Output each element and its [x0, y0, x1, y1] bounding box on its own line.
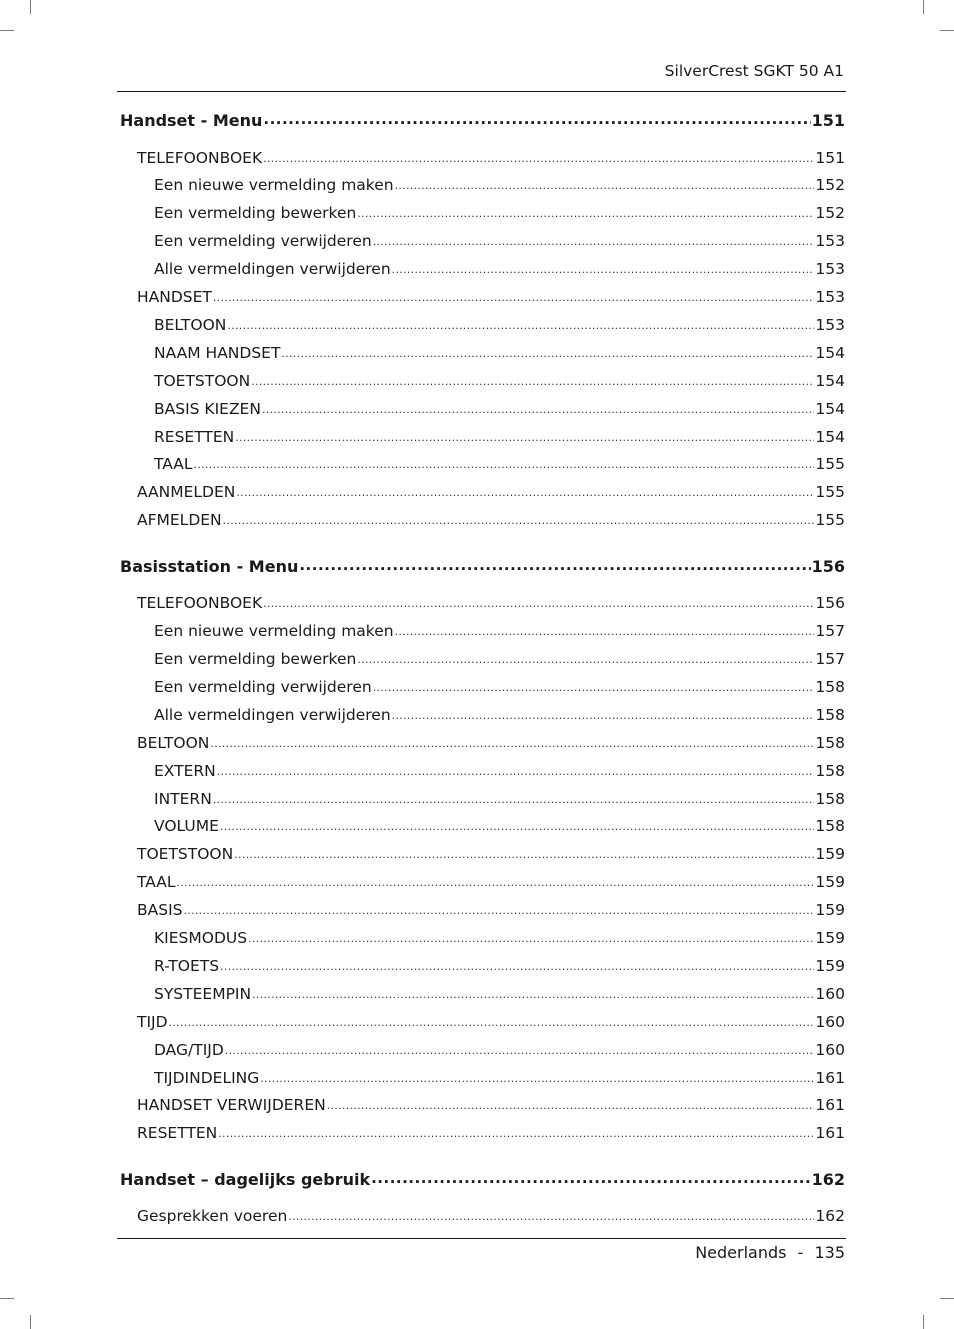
toc-entry-page: 158 — [815, 789, 845, 808]
toc-entry-label: TELEFOONBOEK — [137, 148, 263, 167]
toc-dot-leader — [281, 342, 814, 358]
toc-entry-page: 158 — [815, 761, 845, 780]
crop-mark — [0, 30, 14, 31]
toc-dot-leader — [263, 110, 810, 126]
toc-dot-leader — [288, 1206, 814, 1222]
toc-entry-page: 158 — [815, 705, 845, 724]
toc-dot-leader — [392, 704, 815, 720]
toc-entry[interactable] — [120, 760, 845, 782]
toc-dot-leader — [217, 760, 815, 776]
toc-entry-label: Een nieuwe vermelding maken — [154, 176, 394, 195]
toc-dot-leader — [210, 732, 814, 748]
toc-entry-page: 155 — [815, 511, 845, 530]
toc-entry-label: Alle vermeldingen verwijderen — [154, 260, 391, 279]
toc-dot-leader — [395, 621, 815, 637]
toc-entry[interactable] — [120, 342, 845, 364]
toc-entry[interactable] — [120, 147, 845, 169]
toc-entry-label: NAAM HANDSET — [154, 343, 281, 362]
toc-entry-page: 161 — [815, 1124, 845, 1143]
toc-entry-page: 160 — [815, 984, 845, 1003]
toc-entry[interactable] — [120, 287, 845, 309]
toc-entry[interactable] — [120, 593, 845, 615]
crop-mark — [940, 30, 954, 31]
toc-entry[interactable] — [120, 314, 845, 336]
toc-dot-leader — [234, 844, 814, 860]
toc-dot-leader — [220, 816, 815, 832]
toc-entry-label: RESETTEN — [154, 427, 235, 446]
toc-entry-page: 162 — [811, 1169, 845, 1189]
toc-entry-label: TOETSTOON — [137, 845, 234, 864]
toc-entry-label: INTERN — [154, 789, 212, 808]
toc-entry-page: 152 — [815, 204, 845, 223]
toc-entry[interactable] — [120, 482, 845, 504]
toc-entry[interactable] — [120, 454, 845, 476]
toc-entry-page: 159 — [815, 929, 845, 947]
toc-entry-page: 158 — [815, 677, 845, 696]
toc-entry[interactable] — [120, 1095, 845, 1117]
toc-entry[interactable] — [120, 398, 845, 420]
toc-entry-label: AANMELDEN — [137, 483, 236, 502]
toc-dot-leader — [225, 1039, 815, 1055]
toc-entry[interactable] — [120, 175, 845, 197]
toc-entry-label: Een vermelding verwijderen — [154, 232, 372, 251]
toc-dot-leader — [262, 398, 814, 414]
toc-entry-page: 159 — [815, 901, 845, 920]
toc-entry-label: Een vermelding bewerken — [154, 650, 357, 668]
toc-entry-page: 154 — [815, 343, 845, 362]
toc-entry-page: 154 — [815, 371, 845, 390]
toc-entry-label: AFMELDEN — [137, 511, 222, 530]
toc-dot-leader — [227, 314, 814, 330]
toc-dot-leader — [327, 1095, 815, 1111]
toc-entry[interactable] — [120, 203, 845, 225]
toc-dot-leader — [357, 203, 814, 219]
toc-entry-page: 162 — [815, 1207, 845, 1226]
toc-entry-page: 159 — [815, 845, 845, 864]
crop-mark — [923, 1315, 924, 1329]
toc-entry-page: 151 — [815, 148, 845, 167]
toc-dot-leader — [223, 510, 815, 526]
toc-entry-label: Handset - Menu — [120, 111, 263, 130]
toc-dot-leader — [218, 1123, 814, 1139]
toc-entry[interactable] — [120, 900, 845, 922]
toc-entry[interactable] — [120, 928, 845, 950]
toc-section-entry[interactable] — [120, 110, 845, 132]
running-header: SilverCrest SGKT 50 A1 — [664, 62, 844, 80]
toc-entry-label: TAAL — [154, 455, 193, 474]
toc-dot-leader — [248, 928, 814, 944]
toc-entry-page: 154 — [815, 427, 845, 446]
toc-entry-label: Gesprekken voeren — [137, 1207, 288, 1226]
crop-mark — [30, 1315, 31, 1329]
toc-entry-page: 155 — [815, 455, 845, 474]
toc-entry-label: KIESMODUS — [154, 929, 248, 947]
toc-entry-page: 161 — [815, 1096, 845, 1115]
page-footer — [695, 1243, 845, 1262]
toc-dot-leader — [395, 175, 815, 191]
toc-entry-label: Handset – dagelijks gebruik — [120, 1169, 371, 1189]
toc-entry-label: DAG/TIJD — [154, 1040, 224, 1059]
toc-dot-leader — [194, 454, 815, 470]
toc-entry-label: HANDSET VERWIJDEREN — [137, 1096, 326, 1115]
toc-entry-page: 160 — [815, 1012, 845, 1031]
crop-mark — [940, 1298, 954, 1299]
toc-entry-label: TIJDINDELING — [154, 1068, 260, 1087]
toc-section-entry[interactable] — [120, 1169, 845, 1191]
toc-entry[interactable] — [120, 983, 845, 1005]
toc-entry[interactable] — [120, 426, 845, 448]
footer-separator: - — [797, 1243, 804, 1262]
toc-dot-leader — [392, 259, 815, 275]
footer-language: Nederlands — [695, 1243, 787, 1262]
toc-entry-page: 161 — [815, 1068, 845, 1087]
toc-entry-page: 153 — [815, 315, 845, 334]
toc-entry-label: BELTOON — [154, 315, 227, 334]
toc-dot-leader — [251, 370, 814, 386]
toc-entry-label: SYSTEEMPIN — [154, 984, 252, 1003]
toc-entry-page: 154 — [815, 399, 845, 418]
toc-dot-leader — [235, 426, 814, 442]
toc-dot-leader — [263, 147, 814, 163]
toc-entry[interactable] — [120, 510, 845, 532]
toc-dot-leader — [260, 1067, 814, 1083]
toc-dot-leader — [357, 649, 814, 665]
toc-entry[interactable] — [120, 231, 845, 253]
toc-entry[interactable] — [120, 1206, 845, 1228]
toc-entry[interactable] — [120, 259, 845, 281]
toc-entry-label: BASIS — [137, 901, 183, 920]
toc-entry[interactable] — [120, 816, 845, 838]
toc-entry[interactable] — [120, 872, 845, 894]
crop-mark — [923, 0, 924, 14]
toc-entry-label: VOLUME — [154, 817, 219, 836]
toc-entry-page: 153 — [815, 232, 845, 251]
toc-dot-leader — [236, 482, 814, 498]
toc-entry-label: HANDSET — [137, 288, 212, 306]
footer-rule — [117, 1238, 846, 1239]
toc-entry-label: TAAL — [137, 873, 176, 892]
crop-mark — [0, 1298, 14, 1299]
toc-entry-label: Basisstation - Menu — [120, 556, 299, 576]
toc-entry-label: Een nieuwe vermelding maken — [154, 622, 394, 641]
toc-entry[interactable] — [120, 955, 845, 977]
toc-entry-label: Alle vermeldingen verwijderen — [154, 705, 391, 724]
toc-entry-page: 153 — [815, 288, 845, 306]
toc-entry-page: 160 — [815, 1040, 845, 1059]
toc-entry-label: TELEFOONBOEK — [137, 594, 263, 613]
toc-entry-label: R-TOETS — [154, 956, 220, 975]
toc-entry-page: 159 — [815, 956, 845, 975]
toc-entry[interactable] — [120, 704, 845, 726]
toc-entry[interactable] — [120, 1123, 845, 1145]
toc-dot-leader — [184, 900, 815, 916]
toc-entry-page: 151 — [811, 111, 845, 130]
toc-dot-leader — [213, 788, 815, 804]
toc-entry-page: 158 — [815, 733, 845, 752]
toc-entry[interactable] — [120, 1039, 845, 1061]
toc-entry[interactable] — [120, 732, 845, 754]
toc-dot-leader — [177, 872, 815, 888]
toc-entry[interactable] — [120, 1011, 845, 1033]
toc-entry[interactable] — [120, 370, 845, 392]
toc-entry-label: TIJD — [137, 1012, 168, 1031]
toc-entry-label: BASIS KIEZEN — [154, 399, 261, 418]
toc-entry[interactable] — [120, 844, 845, 866]
toc-entry[interactable] — [120, 1067, 845, 1089]
toc-dot-leader — [299, 556, 810, 572]
toc-entry[interactable] — [120, 676, 845, 698]
toc-entry-label: BELTOON — [137, 733, 210, 752]
toc-entry-page: 156 — [811, 556, 845, 576]
toc-dot-leader — [373, 676, 815, 692]
header-rule — [117, 91, 846, 92]
toc-dot-leader — [252, 983, 814, 999]
toc-dot-leader — [220, 955, 814, 971]
toc-entry-page: 158 — [815, 817, 845, 836]
toc-dot-leader — [371, 1169, 810, 1185]
toc-dot-leader — [169, 1011, 815, 1027]
toc-entry-page: 152 — [815, 176, 845, 195]
toc-entry[interactable] — [120, 788, 845, 810]
toc-dot-leader — [373, 231, 815, 247]
toc-entry-label: EXTERN — [154, 761, 216, 780]
crop-mark — [30, 0, 31, 14]
toc-section-entry[interactable] — [120, 556, 845, 578]
toc-entry-page: 157 — [815, 622, 845, 641]
toc-entry-label: TOETSTOON — [154, 371, 251, 390]
toc-entry[interactable] — [120, 649, 845, 671]
toc-entry-label: Een vermelding bewerken — [154, 204, 357, 223]
toc-entry-label: Een vermelding verwijderen — [154, 677, 372, 696]
toc-entry-label: RESETTEN — [137, 1124, 218, 1143]
toc-entry-page: 155 — [815, 483, 845, 502]
toc-dot-leader — [263, 593, 814, 609]
footer-page-number: 135 — [814, 1243, 845, 1262]
toc-entry-page: 159 — [815, 873, 845, 892]
toc-entry-page: 157 — [815, 650, 845, 668]
toc-entry-page: 156 — [815, 594, 845, 613]
toc-entry-page: 153 — [815, 260, 845, 279]
toc-entry[interactable] — [120, 621, 845, 643]
toc-dot-leader — [213, 287, 815, 303]
